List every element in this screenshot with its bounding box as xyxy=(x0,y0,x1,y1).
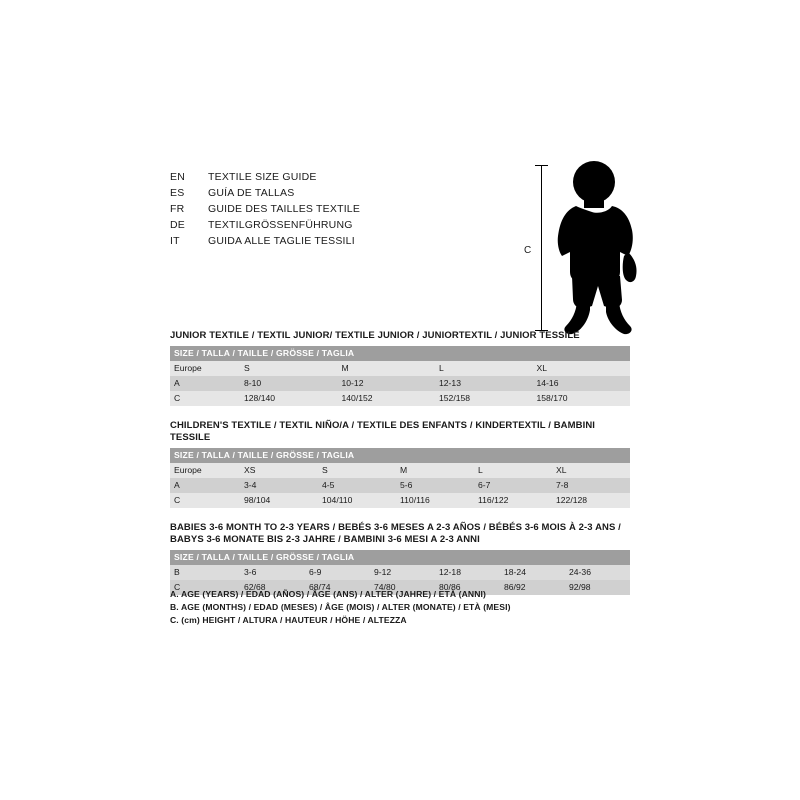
cell: 62/68 xyxy=(240,580,305,595)
spacer xyxy=(170,508,630,522)
legend-item: B. AGE (MONTHS) / EDAD (MESES) / ÂGE (MOIS) / ALTER (MONATE) / ETÀ (MESI) xyxy=(170,602,511,612)
legend-item: A. AGE (YEARS) / EDAD (AÑOS) / ÂGE (ANS) / ALTER (JAHRE) / ETÀ (ANNI) xyxy=(170,589,486,599)
table-junior xyxy=(170,346,630,406)
cell: 110/116 xyxy=(396,493,474,508)
cell: 128/140 xyxy=(240,391,338,406)
language-code: EN xyxy=(170,171,185,183)
cell: S xyxy=(240,361,338,376)
cell: 158/170 xyxy=(533,391,631,406)
cell: 14-16 xyxy=(533,376,631,391)
cell: XL xyxy=(552,463,630,478)
cell: M xyxy=(338,361,436,376)
language-row xyxy=(170,170,530,185)
language-text: GUIDE DES TAILLES TEXTILE xyxy=(208,203,361,215)
cell: 10-12 xyxy=(338,376,436,391)
cell: L xyxy=(435,361,533,376)
cell: 122/128 xyxy=(552,493,630,508)
height-dimension-label: C xyxy=(524,245,532,256)
table-row xyxy=(170,391,630,406)
row-label: A xyxy=(170,376,240,391)
cell: 3-6 xyxy=(240,565,305,580)
table-row xyxy=(170,565,630,580)
row-label: B xyxy=(170,565,240,580)
dimension-line xyxy=(541,165,542,330)
cell: 68/74 xyxy=(305,580,370,595)
table-row xyxy=(170,463,630,478)
cell: 18-24 xyxy=(500,565,565,580)
spacer xyxy=(170,406,630,420)
cell: XL xyxy=(533,361,631,376)
table-row xyxy=(170,550,630,565)
cell: XS xyxy=(240,463,318,478)
language-row xyxy=(170,202,530,217)
legend xyxy=(170,588,511,627)
table-row xyxy=(170,448,630,463)
table-children xyxy=(170,448,630,508)
table-row xyxy=(170,346,630,361)
language-row xyxy=(170,186,530,201)
section-title-children: CHILDREN'S TEXTILE / TEXTIL NIÑO/A / TEXTILE DES ENFANTS / KINDERTEXTIL / BAMBINI TESSILE xyxy=(170,419,596,443)
row-label: A xyxy=(170,478,240,493)
legend-item: C. (cm) HEIGHT / ALTURA / HAUTEUR / HÖHE / ALTEZZA xyxy=(170,615,407,625)
cell: 80/86 xyxy=(435,580,500,595)
row-label: C xyxy=(170,493,240,508)
cell: 8-10 xyxy=(240,376,338,391)
table-header-label: SIZE / TALLA / TAILLE / GRÖSSE / TAGLIA xyxy=(170,550,630,565)
cell: 6-9 xyxy=(305,565,370,580)
language-text: GUIDA ALLE TAGLIE TESSILI xyxy=(208,235,355,247)
cell: 24-36 xyxy=(565,565,630,580)
table-header-label: SIZE / TALLA / TAILLE / GRÖSSE / TAGLIA xyxy=(170,346,630,361)
language-row xyxy=(170,234,530,249)
language-text: TEXTILGRÖSSENFÜHRUNG xyxy=(208,219,353,231)
table-row xyxy=(170,376,630,391)
cell: 86/92 xyxy=(500,580,565,595)
table-row xyxy=(170,493,630,508)
cell: S xyxy=(318,463,396,478)
cell: M xyxy=(396,463,474,478)
row-label: Europe xyxy=(170,463,240,478)
cell: 6-7 xyxy=(474,478,552,493)
size-tables xyxy=(170,330,630,595)
section-title-babies: BABIES 3-6 MONTH TO 2-3 YEARS / BEBÉS 3-6 MESES A 2-3 AÑOS / BÉBÉS 3-6 MOIS À 2-3 ANS / BABYS 3-6 MONATE BIS 2-3 JAHRE / BAMBINI 3-6 MESI A 2-3 ANNI xyxy=(170,521,621,545)
cell: 74/80 xyxy=(370,580,435,595)
cell: 5-6 xyxy=(396,478,474,493)
table-row xyxy=(170,478,630,493)
language-code: IT xyxy=(170,235,180,247)
language-text: GUÍA DE TALLAS xyxy=(208,187,295,199)
cell: 98/104 xyxy=(240,493,318,508)
cell: 12-13 xyxy=(435,376,533,391)
child-silhouette-icon xyxy=(546,160,656,335)
height-figure xyxy=(500,150,680,340)
table-row xyxy=(170,361,630,376)
language-row xyxy=(170,218,530,233)
table-header-label: SIZE / TALLA / TAILLE / GRÖSSE / TAGLIA xyxy=(170,448,630,463)
language-code: ES xyxy=(170,187,185,199)
language-code: FR xyxy=(170,203,185,215)
cell: 9-12 xyxy=(370,565,435,580)
cell: 12-18 xyxy=(435,565,500,580)
cell: L xyxy=(474,463,552,478)
language-text: TEXTILE SIZE GUIDE xyxy=(208,171,317,183)
row-label: C xyxy=(170,391,240,406)
cell: 140/152 xyxy=(338,391,436,406)
cell: 3-4 xyxy=(240,478,318,493)
row-label: Europe xyxy=(170,361,240,376)
cell: 104/110 xyxy=(318,493,396,508)
row-label: C xyxy=(170,580,240,595)
language-header xyxy=(170,170,530,250)
language-code: DE xyxy=(170,219,185,231)
cell: 4-5 xyxy=(318,478,396,493)
section-title-junior: JUNIOR TEXTILE / TEXTIL JUNIOR/ TEXTILE JUNIOR / JUNIORTEXTIL / JUNIOR TESSILE xyxy=(170,330,580,341)
cell: 92/98 xyxy=(565,580,630,595)
cell: 7-8 xyxy=(552,478,630,493)
cell: 152/158 xyxy=(435,391,533,406)
cell: 116/122 xyxy=(474,493,552,508)
